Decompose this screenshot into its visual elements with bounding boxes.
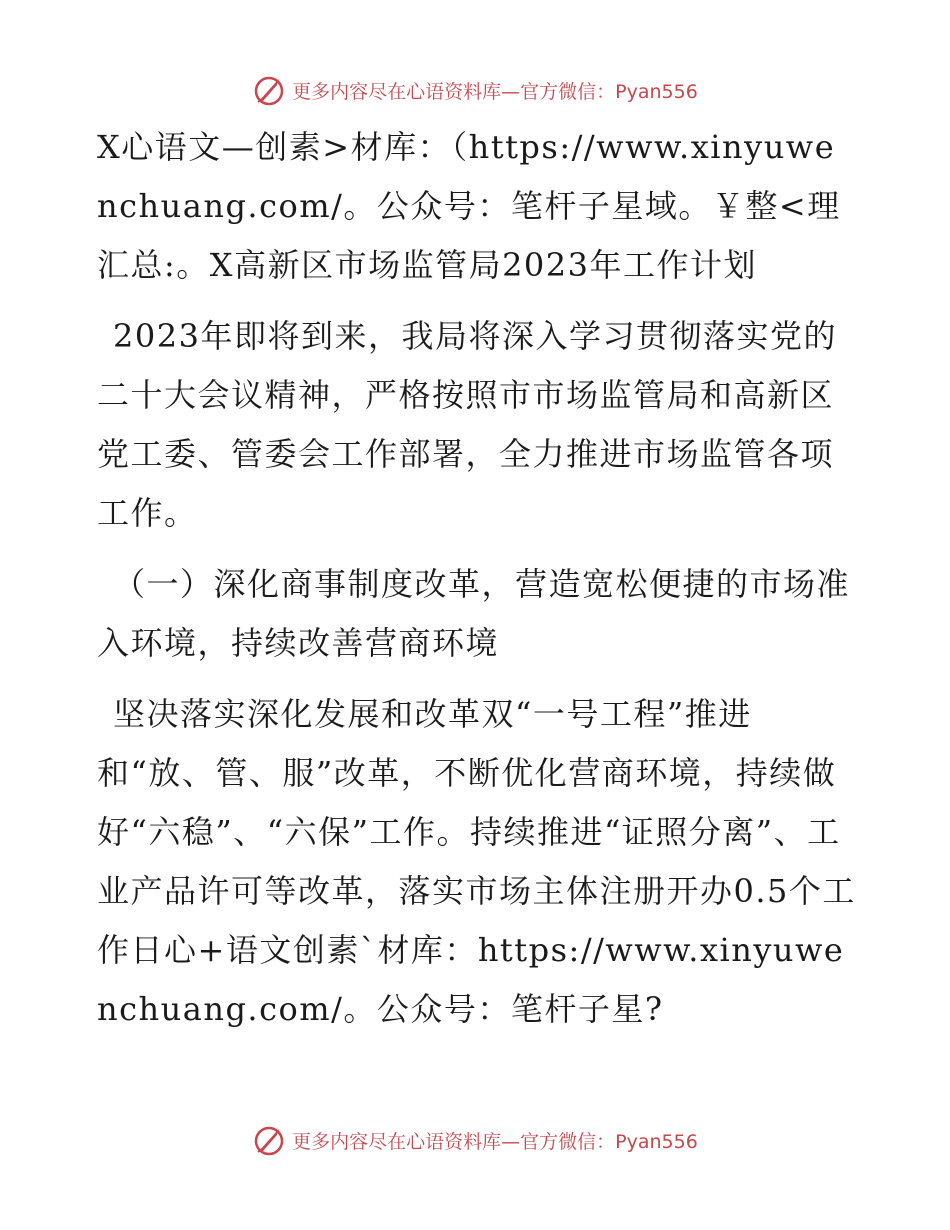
footer-watermark	[0, 1120, 950, 1160]
intro-paragraph: 2023年即将到来，我局将深入学习贯彻落实党的二十大会议精神，严格按照市市场监管局和高新区党工委、管委会工作部署，全力推进市场监管各项工作。	[97, 317, 837, 532]
watermark-text: 更多内容尽在心语资料库—官方微信：Pyan556	[292, 1130, 698, 1153]
document-body	[97, 118, 857, 1039]
body-paragraph: 坚决落实深化发展和改革双“一号工程”推进和“放、管、服”改革，不断优化营商环境，持续做好“六稳”、“六保”工作。持续推进“证照分离”、工业产品许可等改革，落实市场主体注册开办0.5个工作日心+语文创素`材库：https://www.xinyuwenchuang.com/。公众号：笔杆子星?	[97, 695, 856, 1028]
watermark-text: 更多内容尽在心语资料库—官方微信：Pyan556	[292, 80, 698, 103]
document-title-paragraph: X心语文—创素>材库：（https://www.xinyuwenchuang.com/。公众号：笔杆子星域。￥整<理汇总:。X高新区市场监管局2023年工作计划	[97, 128, 841, 284]
section-heading: （一）深化商事制度改革，营造宽松便捷的市场准入环境，持续改善营商环境	[97, 565, 851, 662]
quill-logo-icon	[252, 1123, 286, 1157]
quill-logo-icon	[252, 73, 286, 107]
header-watermark	[0, 70, 950, 110]
